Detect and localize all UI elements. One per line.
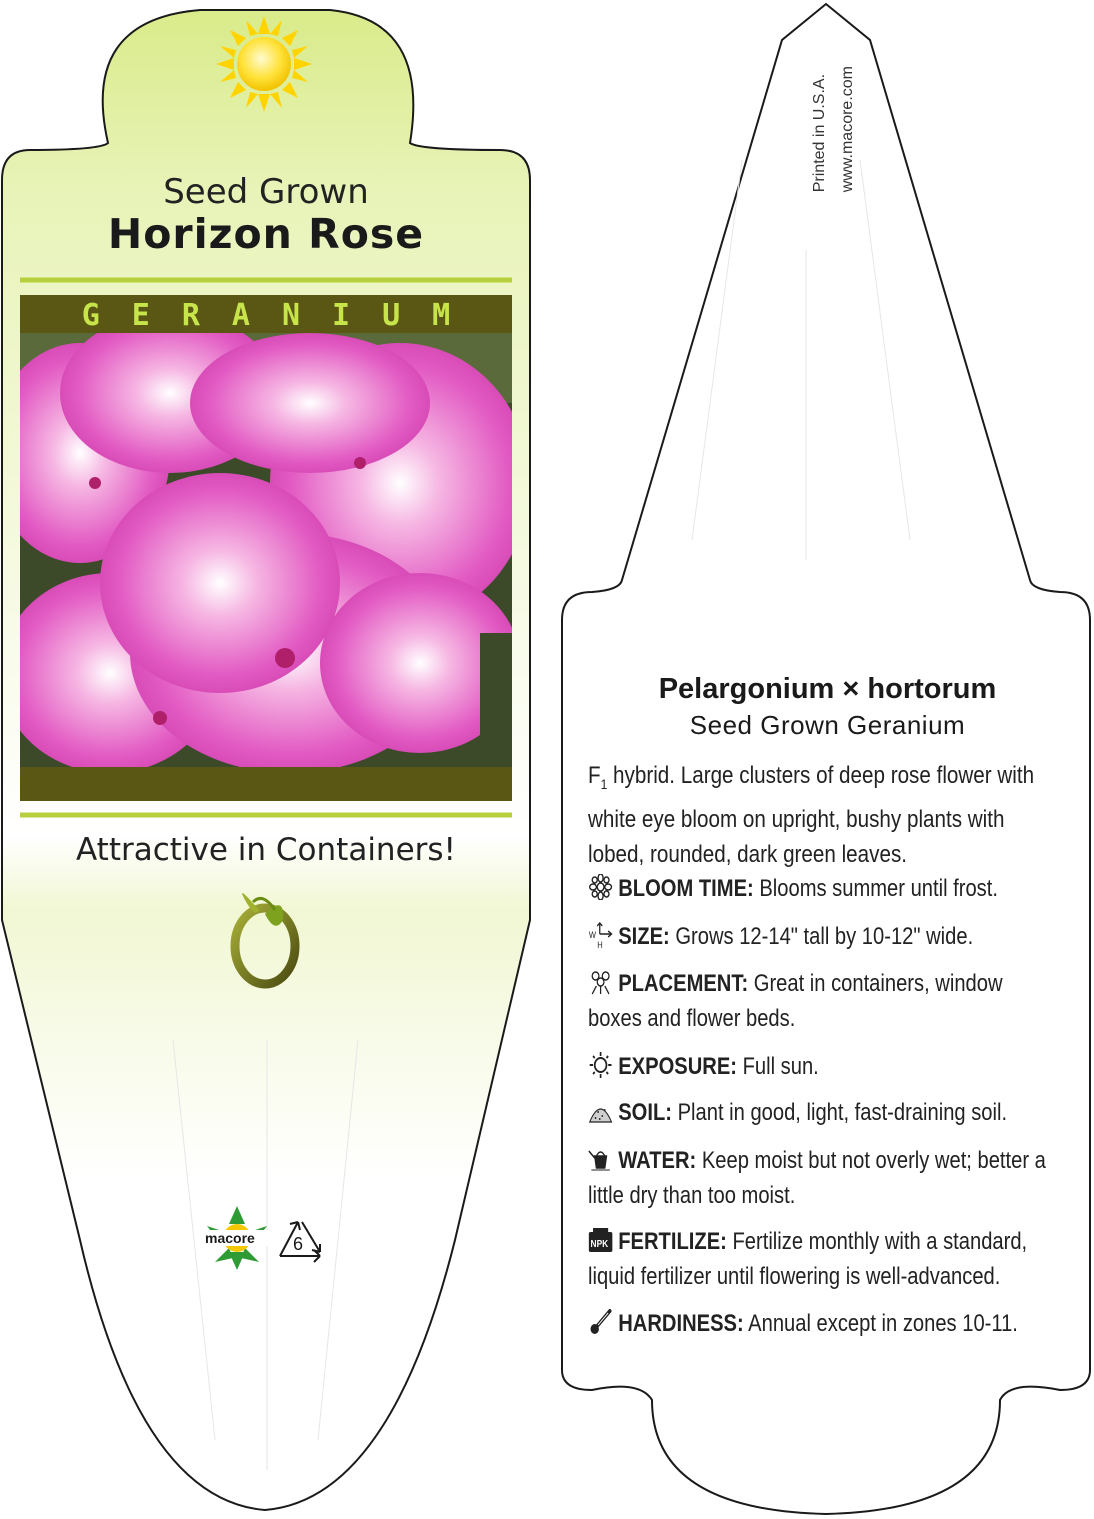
attribute-label: EXPOSURE: xyxy=(618,1053,737,1080)
attribute-label: SIZE: xyxy=(618,923,670,950)
attribute-bloom-time xyxy=(588,871,1058,906)
description xyxy=(588,758,1059,872)
npk-icon-label: NPK xyxy=(590,1238,609,1250)
attribute-size xyxy=(588,919,1058,954)
variety-name: Horizon Rose xyxy=(107,210,425,258)
npk-icon xyxy=(588,1227,613,1253)
attribute-value: Plant in good, light, fast-draining soil. xyxy=(672,1099,1008,1126)
attribute-value: Keep moist but not overly wet; better a little dry than too moist. xyxy=(588,1147,1046,1209)
size-icon-w: W xyxy=(588,929,596,941)
common-name: Seed Grown Geranium xyxy=(689,710,966,740)
geranium-flower-image xyxy=(20,333,512,767)
attribute-label: BLOOM TIME: xyxy=(618,875,754,902)
size-icon-h: H xyxy=(597,939,603,948)
attribute-label: SOIL: xyxy=(618,1099,672,1126)
attribute-soil xyxy=(588,1095,1058,1130)
website-label: www.macore.com xyxy=(839,66,856,193)
attribute-exposure xyxy=(588,1049,1058,1084)
recycle-code: 6 xyxy=(293,1234,304,1254)
photo-bottom-band xyxy=(20,767,512,801)
tagline: Attractive in Containers! xyxy=(76,832,456,868)
flower-icon xyxy=(588,874,613,900)
attribute-value: Fertilize monthly with a standard, liquid fertilizer until flowering is well-advanced. xyxy=(588,1228,1028,1290)
description-subscript: 1 xyxy=(600,775,608,792)
attribute-value: Annual except in zones 10-11. xyxy=(743,1310,1018,1337)
thermometer-icon xyxy=(588,1309,613,1335)
watering-can-icon xyxy=(588,1146,613,1172)
attribute-value: Grows 12-14" tall by 10-12" wide. xyxy=(669,923,974,950)
scientific-name: Pelargonium × hortorum xyxy=(658,673,997,705)
description-prefix: F xyxy=(588,762,601,789)
flower-photo xyxy=(20,333,512,767)
print-info xyxy=(806,66,862,192)
attribute-label: WATER: xyxy=(618,1147,697,1174)
attribute-value: Full sun. xyxy=(736,1053,819,1080)
attribute-fertilize xyxy=(588,1224,1058,1294)
sun-icon xyxy=(216,16,312,112)
attribute-hardiness xyxy=(588,1306,1058,1341)
brand-name: macore xyxy=(205,1230,255,1246)
attribute-value: Great in containers, window boxes and flower beds. xyxy=(588,970,1003,1032)
attribute-label: FERTILIZE: xyxy=(618,1228,727,1255)
size-icon xyxy=(588,922,613,948)
attribute-label: PLACEMENT: xyxy=(618,970,749,997)
attribute-label: HARDINESS: xyxy=(618,1310,744,1337)
seed-grown-label: Seed Grown xyxy=(163,172,369,212)
genus-label: GERANIUM xyxy=(81,298,483,333)
attribute-value: Blooms summer until frost. xyxy=(753,875,998,902)
sun-icon xyxy=(588,1052,613,1078)
soil-icon xyxy=(588,1098,613,1124)
attribute-water xyxy=(588,1143,1058,1213)
description-text: hybrid. Large clusters of deep rose flower with white eye bloom on upright, bushy plants with lobed, rounded, dark green leaves. xyxy=(588,762,1035,868)
attribute-placement xyxy=(588,966,1058,1036)
placement-icon xyxy=(588,969,613,995)
printed-in-label: Printed in U.S.A. xyxy=(811,73,828,193)
